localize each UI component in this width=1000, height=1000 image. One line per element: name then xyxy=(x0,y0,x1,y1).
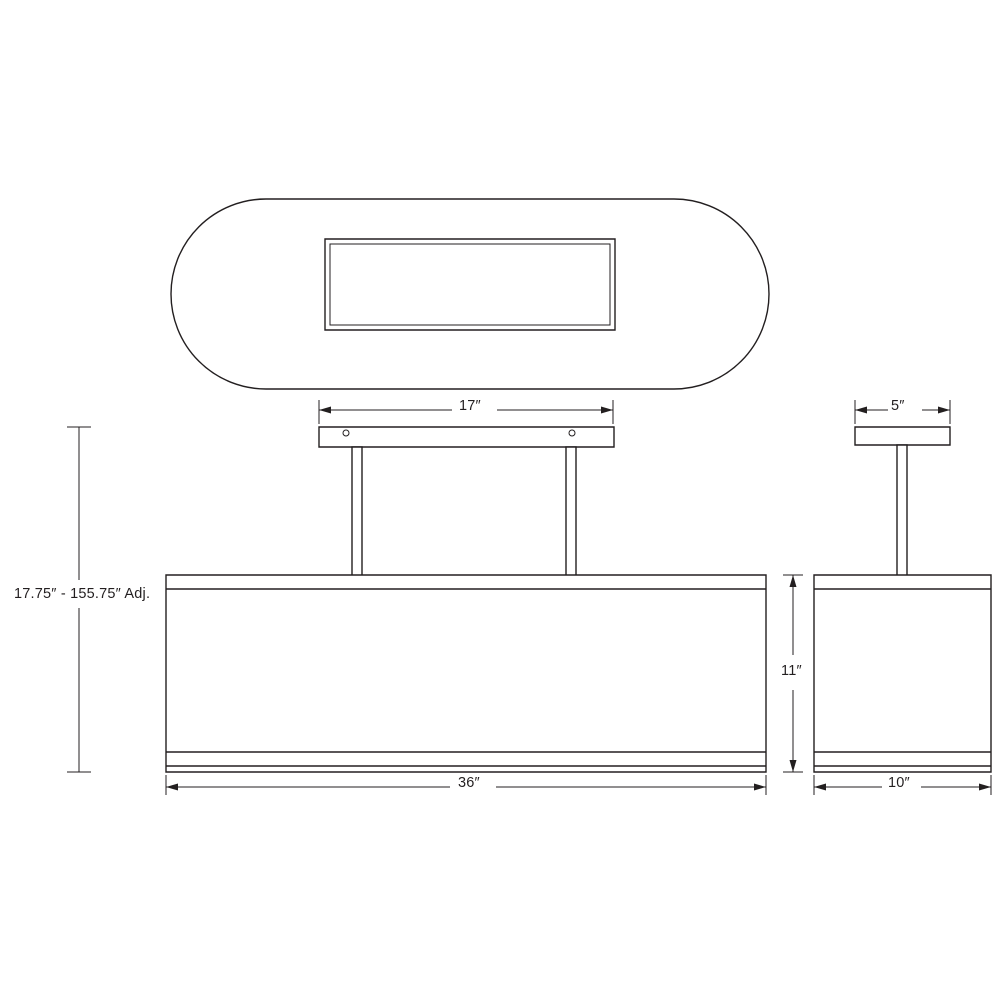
side-shade-body xyxy=(814,575,991,772)
front-shade-body xyxy=(166,575,766,772)
side-stem xyxy=(897,445,907,577)
front-stem-right xyxy=(566,447,576,577)
dimension-label-shade-height: 11″ xyxy=(781,663,802,679)
side-canopy-plate xyxy=(855,427,950,445)
top-view-inner-rectangle xyxy=(325,239,615,330)
front-view xyxy=(166,427,766,772)
dimension-label-shade-width: 36″ xyxy=(458,775,480,791)
side-view xyxy=(814,427,991,772)
dimension-label-shade-depth: 10″ xyxy=(888,775,910,791)
front-canopy-plate xyxy=(319,427,614,447)
front-canopy-screw-right xyxy=(569,430,575,436)
dimension-label-adjustable-height: 17.75″ - 155.75″ Adj. xyxy=(14,586,151,602)
front-stem-left xyxy=(352,447,362,577)
dimension-label-canopy-width: 17″ xyxy=(459,398,481,414)
dimension-label-canopy-depth: 5″ xyxy=(891,398,905,414)
front-canopy-screw-left xyxy=(343,430,349,436)
top-view-plan xyxy=(171,199,769,389)
